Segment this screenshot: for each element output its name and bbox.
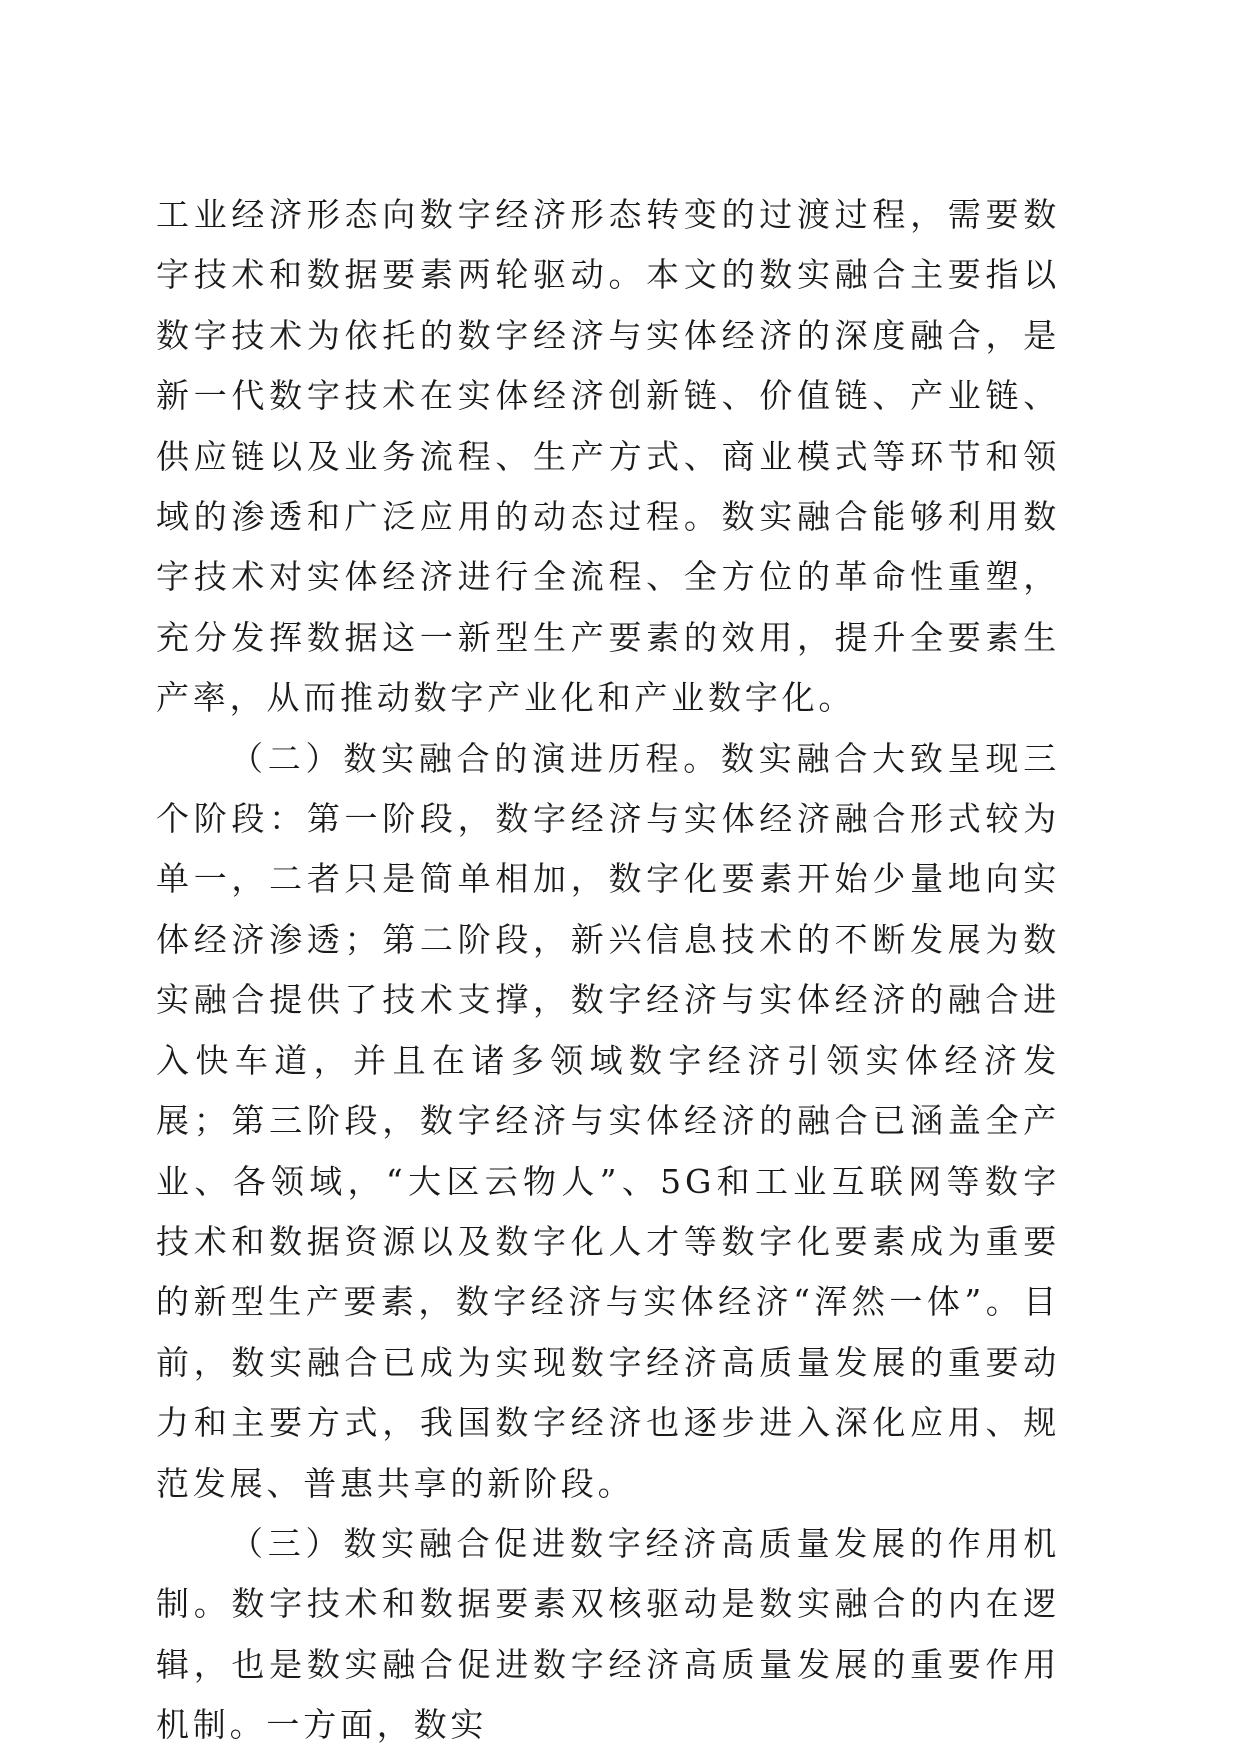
paragraph-mechanism: （三）数实融合促进数字经济高质量发展的作用机制。数字技术和数据要素双核驱动是数实融合的内在逻辑，也是数实融合促进数字经济高质量发展的重要作用机制。一方面，数实 [156, 1523, 1060, 1745]
paragraph-continuation: 工业经济形态向数字经济形态转变的过渡过程，需要数字技术和数据要素两轮驱动。本文的数实融合主要指以数字技术为依托的数字经济与实体经济的深度融合，是新一代数字技术在实体经济创新链、价值链、产业链、供应链以及业务流程、生产方式、商业模式等环节和领域的渗透和广泛应用的动态过程。数实融合能够利用数字技术对实体经济进行全流程、全方位的革命性重塑，充分发挥数据这一新型生产要素的效用，提升全要素生产率，从而推动数字产业化和产业数字化。 [156, 195, 1060, 718]
document-body [156, 185, 1060, 1756]
paragraph-evolution-stages: （二）数实融合的演进历程。数实融合大致呈现三个阶段：第一阶段，数字经济与实体经济融合形式较为单一，二者只是简单相加，数字化要素开始少量地向实体经济渗透；第二阶段，新兴信息技术的不断发展为数实融合提供了技术支撑，数字经济与实体经济的融合进入快车道，并且在诸多领域数字经济引领实体经济发展；第三阶段，数字经济与实体经济的融合已涵盖全产业、各领域，“大区云物人”、5G和工业互联网等数字技术和数据资源以及数字化人才等数字化要素成为重要的新型生产要素，数字经济与实体经济“浑然一体”。目前，数实融合已成为实现数字经济高质量发展的重要动力和主要方式，我国数字经济也逐步进入深化应用、规范发展、普惠共享的新阶段。 [156, 738, 1060, 1503]
